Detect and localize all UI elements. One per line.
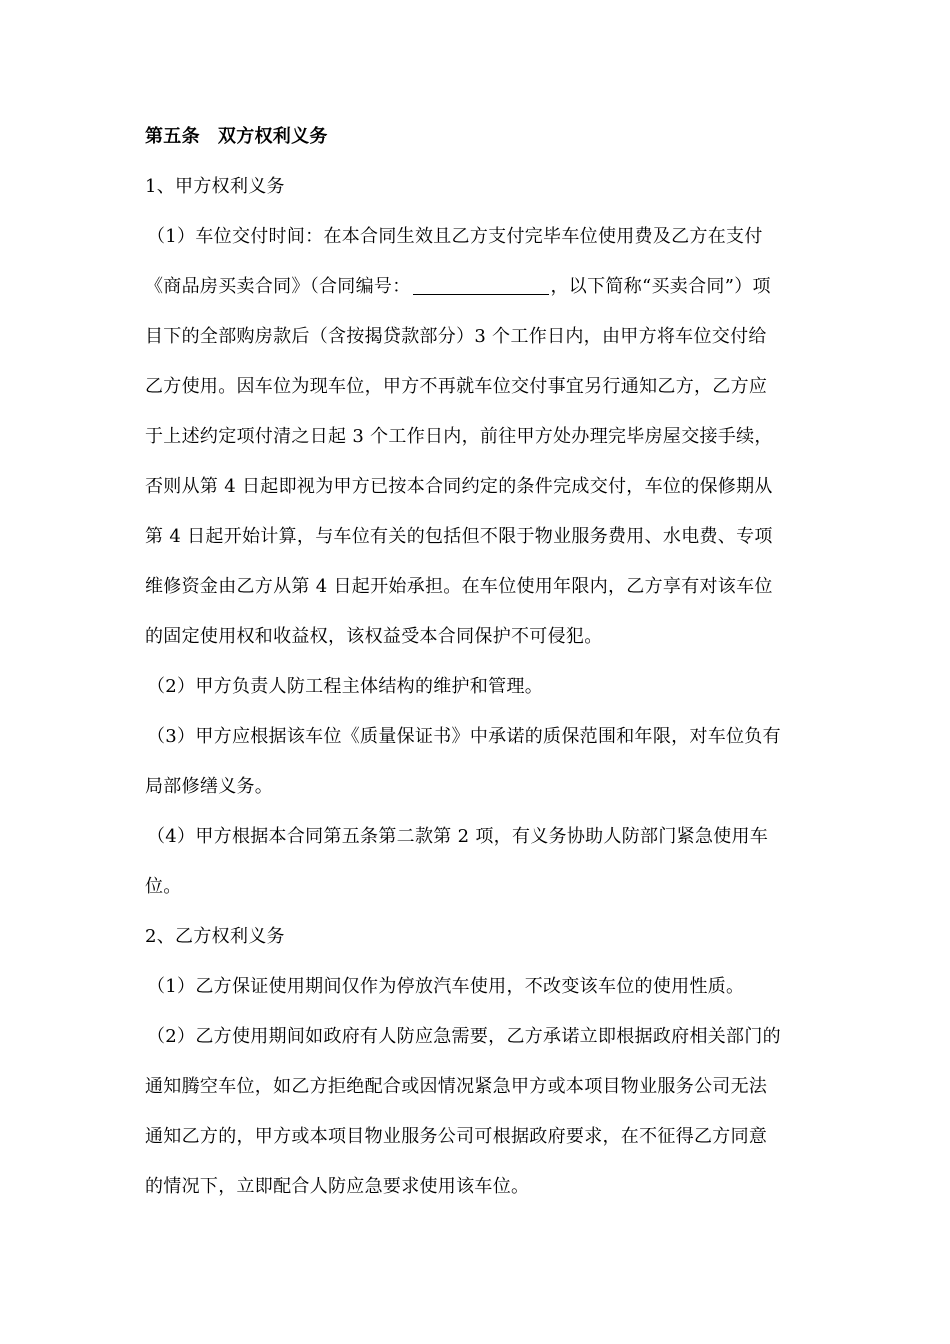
party-a-item2: （2）甲方负责人防工程主体结构的维护和管理。 [147,676,544,697]
party-a-item3-line1: （3）甲方应根据该车位《质量保证书》中承诺的质保范围和年限，对车位负有 [147,726,781,747]
party-a-item1-line4: 乙方使用。因车位为现车位，甲方不再就车位交付事宜另行通知乙方，乙方应 [145,376,768,397]
contract-number-blank [413,274,549,295]
party-b-item1: （1）乙方保证使用期间仅作为停放汽车使用，不改变该车位的使用性质。 [147,976,745,997]
party-a-item4-line2: 位。 [145,876,182,897]
party-a-item1-line5: 于上述约定项付清之日起 3 个工作日内，前往甲方处办理完毕房屋交接手续， [145,426,773,447]
party-a-item1-line7: 第 4 日起开始计算，与车位有关的包括但不限于物业服务费用、水电费、专项 [145,526,773,547]
party-b-item2-line2: 通知腾空车位，如乙方拒绝配合或因情况紧急甲方或本项目物业服务公司无法 [145,1076,768,1097]
party-b-item2-line1: （2）乙方使用期间如政府有人防应急需要，乙方承诺立即根据政府相关部门的 [147,1026,781,1047]
article-title: 双方权利义务 [217,126,328,147]
party-a-item1-line2 [145,262,810,312]
party-a-item1-line9: 的固定使用权和收益权，该权益受本合同保护不可侵犯。 [145,626,603,647]
party-a-item1-line6: 否则从第 4 日起即视为甲方已按本合同约定的条件完成交付，车位的保修期从 [145,476,773,497]
party-b-item2-line4: 的情况下，立即配合人防应急要求使用该车位。 [145,1176,530,1197]
party-a-item4-line1: （4）甲方根据本合同第五条第二款第 2 项，有义务协助人防部门紧急使用车 [147,826,769,847]
contract-abbrev-text: ，以下简称“买卖合同”）项 [550,276,771,297]
party-a-item1-line3: 目下的全部购房款后（含按揭贷款部分）3 个工作日内，由甲方将车位交付给 [145,326,767,347]
party-a-item1-line8: 维修资金由乙方从第 4 日起开始承担。在车位使用年限内，乙方享有对该车位 [145,576,773,597]
article-heading [145,112,810,162]
party-b-item2-line3: 通知乙方的，甲方或本项目物业服务公司可根据政府要求，在不征得乙方同意 [145,1126,768,1147]
section-heading-party-a: 1、甲方权利义务 [145,176,285,197]
article-number: 第五条 [145,126,200,147]
party-a-item3-line2: 局部修缮义务。 [145,776,274,797]
contract-name-text: 《商品房买卖合同》（合同编号： [145,276,411,297]
party-a-item1-line1: （1）车位交付时间：在本合同生效且乙方支付完毕车位使用费及乙方在支付 [147,226,763,247]
document-page [145,112,810,1212]
section-heading-party-b: 2、乙方权利义务 [145,926,285,947]
